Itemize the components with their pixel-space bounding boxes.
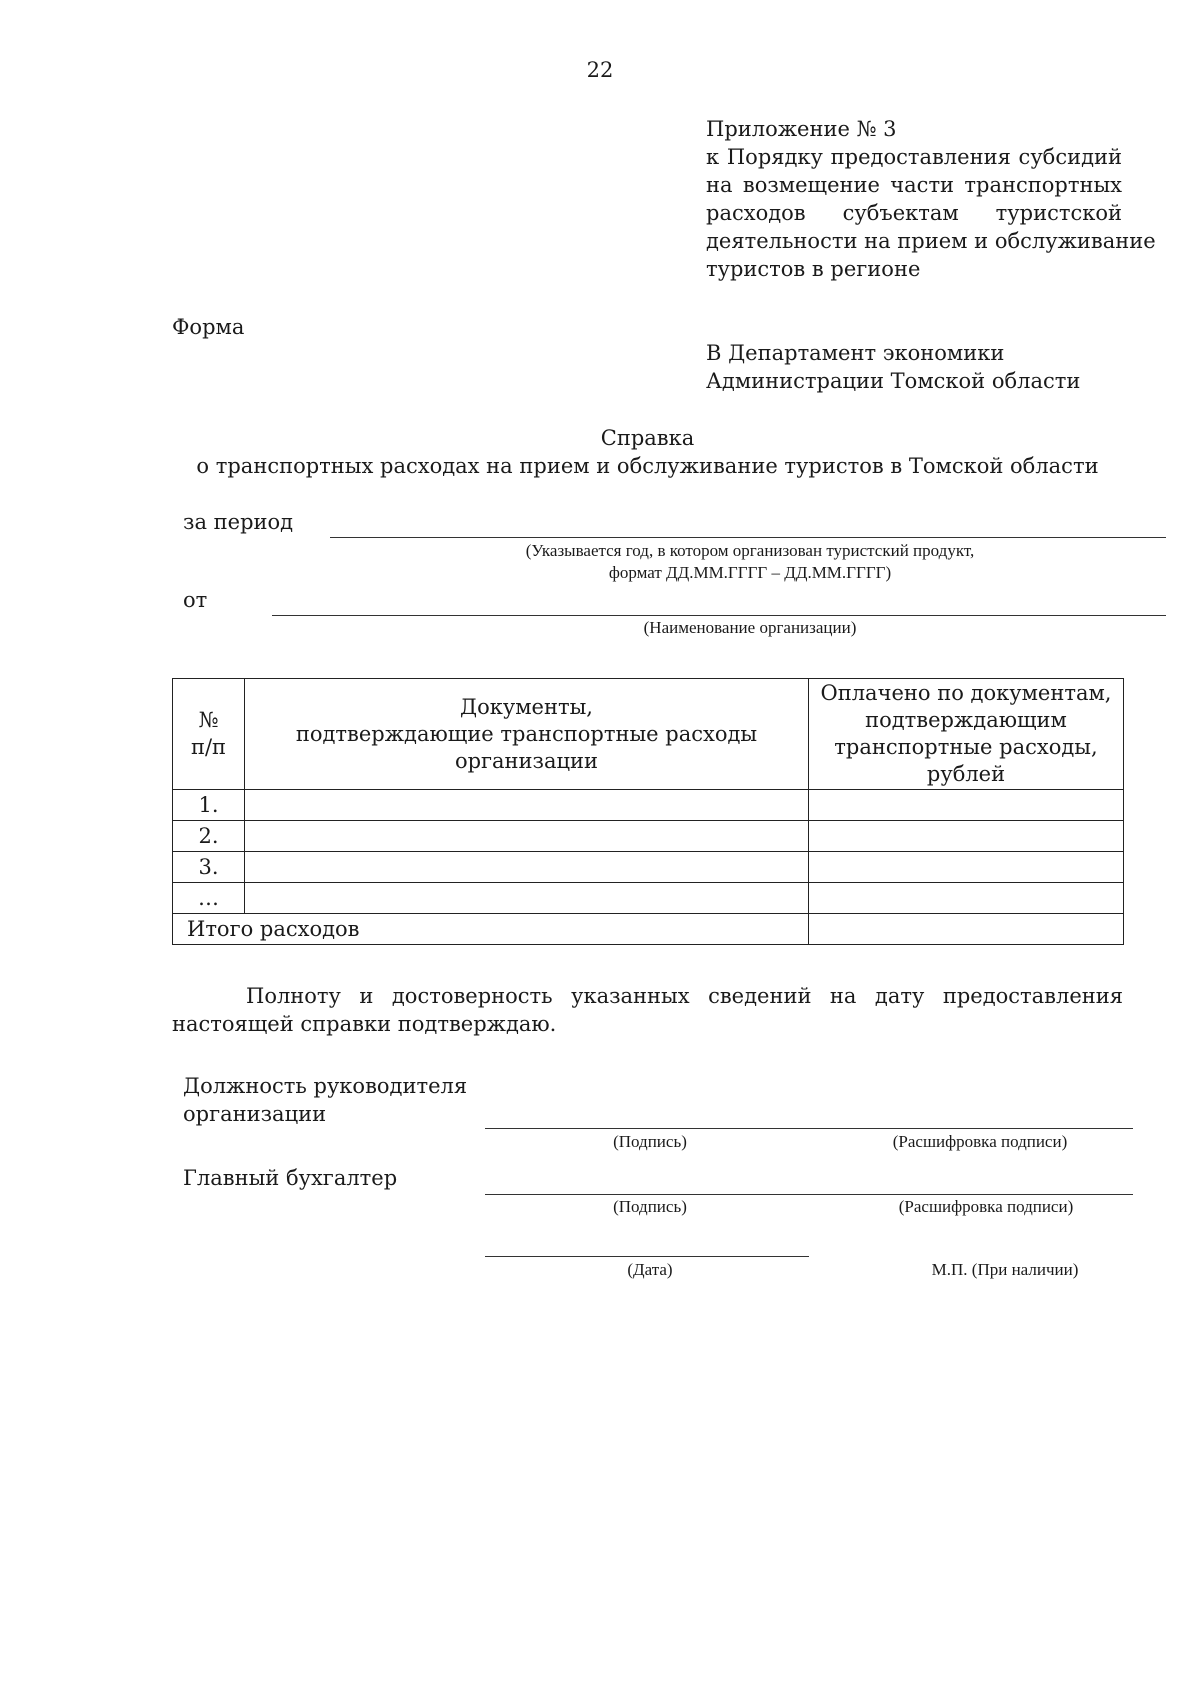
head-signature-hint: (Подпись) <box>613 1132 687 1151</box>
accountant-label: Главный бухгалтер <box>183 1166 398 1190</box>
confirmation-text: Полноту и достоверность указанных сведений на дату предоставления настоящей справки подтверждаю. <box>172 984 1123 1036</box>
total-label: Итого расходов <box>173 914 809 945</box>
expenses-table <box>172 678 1124 945</box>
table-row <box>173 883 1124 914</box>
from-label: от <box>183 588 208 612</box>
addressee-line: Администрации Томской области <box>706 369 1081 393</box>
appendix-line: туристов в регионе <box>706 257 921 281</box>
documents-cell[interactable] <box>245 883 809 914</box>
organization-hint: (Наименование организации) <box>643 618 857 637</box>
form-label: Форма <box>172 315 245 339</box>
row-number: 3. <box>173 852 245 883</box>
row-number: … <box>173 883 245 914</box>
period-label: за период <box>183 510 294 534</box>
appendix-line: к Порядку предоставления субсидий <box>706 145 1122 169</box>
row-number: 1. <box>173 790 245 821</box>
head-signature-line[interactable] <box>485 1128 1133 1129</box>
accountant-signature-line[interactable] <box>485 1194 1133 1195</box>
organization-field-line[interactable] <box>272 615 1166 616</box>
header-documents: Документы, подтверждающие транспортные расходы организации <box>245 679 809 790</box>
documents-cell[interactable] <box>245 821 809 852</box>
table-row <box>173 852 1124 883</box>
header-number: № п/п <box>173 679 245 790</box>
header-paid: Оплачено по документам, подтверждающим транспортные расходы, рублей <box>809 679 1124 790</box>
page-number: 22 <box>586 58 614 82</box>
appendix-line: деятельности на прием и обслуживание <box>706 229 1156 253</box>
appendix-line: Приложение № 3 <box>706 117 897 141</box>
addressee-line: В Департамент экономики <box>706 341 1005 365</box>
amount-cell[interactable] <box>809 790 1124 821</box>
period-hint-line: (Указывается год, в котором организован туристский продукт, <box>525 541 975 560</box>
table-row <box>173 790 1124 821</box>
table-header-row <box>173 679 1124 790</box>
period-field-line[interactable] <box>330 537 1166 538</box>
head-position-label: Должность руководителя организации <box>183 1074 468 1126</box>
accountant-decode-hint: (Расшифровка подписи) <box>898 1197 1074 1216</box>
stamp-hint: М.П. (При наличии) <box>931 1260 1079 1279</box>
appendix-line: расходов субъектам туристской <box>706 201 1122 225</box>
documents-cell[interactable] <box>245 852 809 883</box>
date-hint: (Дата) <box>627 1260 673 1279</box>
amount-cell[interactable] <box>809 852 1124 883</box>
accountant-signature-hint: (Подпись) <box>613 1197 687 1216</box>
documents-cell[interactable] <box>245 790 809 821</box>
appendix-block <box>706 115 1156 283</box>
total-row <box>173 914 1124 945</box>
amount-cell[interactable] <box>809 821 1124 852</box>
total-amount-cell[interactable] <box>809 914 1124 945</box>
document-subtitle: о транспортных расходах на прием и обслуживание туристов в Томской области <box>196 454 1099 478</box>
row-number: 2. <box>173 821 245 852</box>
document-title: Справка <box>600 426 695 450</box>
addressee <box>706 339 1126 395</box>
head-decode-hint: (Расшифровка подписи) <box>892 1132 1068 1151</box>
table-row <box>173 821 1124 852</box>
appendix-line: на возмещение части транспортных <box>706 173 1122 197</box>
date-line[interactable] <box>485 1256 809 1257</box>
amount-cell[interactable] <box>809 883 1124 914</box>
period-hint <box>400 540 1100 584</box>
period-hint-line: формат ДД.ММ.ГГГГ – ДД.ММ.ГГГГ) <box>608 563 892 582</box>
